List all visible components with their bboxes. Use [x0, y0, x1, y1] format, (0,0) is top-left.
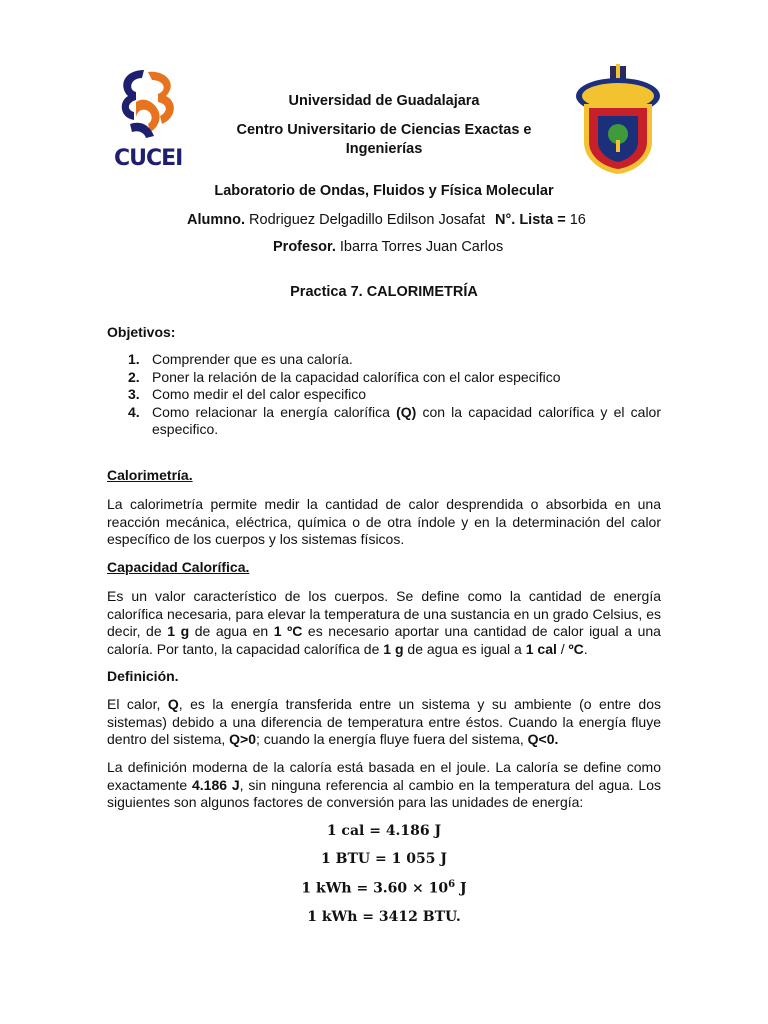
capacidad-paragraph: Es un valor característico de los cuerpos. Se define como la cantidad de energía calorífica necesaria, para elevar la temperatura de una sustancia en un grado Celsius, es decir, de 1 g de agua en 1 ºC es necesario aportar una cantidad de calor igual a una caloría. Por tanto, la capacidad calorífica de 1 g de agua es igual a 1 cal / ºC.: [107, 588, 661, 657]
university-name: Universidad de Guadalajara: [288, 93, 480, 109]
objectives-list: [107, 351, 661, 439]
objectives-heading: Objetivos:: [107, 324, 176, 340]
formula-kwh-btu: 1 kWh = 3412 BTU.: [307, 909, 461, 925]
list-item: 3. Como medir el del calor especifico: [128, 386, 366, 402]
list-number-line: [495, 211, 586, 230]
list-item: 1. Comprender que es una caloría.: [128, 351, 353, 367]
center-name: Centro Universitario de Ciencias Exactas e Ingenierías: [236, 122, 532, 157]
lab-name: Laboratorio de Ondas, Fluidos y Física Molecular: [214, 183, 554, 199]
formula-kwh-joule: 1 kWh = $3.60 \times 10^6$ J: [301, 879, 467, 897]
calorimetria-heading: Calorimetría.: [107, 467, 193, 483]
student-line: [187, 211, 485, 230]
list-label: N°. Lista =: [495, 212, 566, 228]
cucei-logo: [114, 66, 182, 178]
student-name: Rodriguez Delgadillo Edilson Josafat: [249, 212, 486, 228]
professor-line: [273, 238, 503, 257]
practice-title: Practica 7. CALORIMETRÍA: [290, 284, 478, 300]
student-label: Alumno.: [187, 212, 245, 228]
udg-shield-logo: [572, 64, 664, 176]
professor-label: Profesor.: [273, 239, 336, 255]
list-item: 2. Poner la relación de la capacidad calorífica con el calor especifico: [128, 368, 561, 385]
professor-name: Ibarra Torres Juan Carlos: [339, 239, 504, 255]
definicion-paragraph-2: La definición moderna de la caloría está basada en el joule. La caloría se define como exactamente 4.186 J, sin ninguna referencia al cambio en la temperatura del agua. Los siguientes son algunos factores de conversión para las unidades de energía:: [107, 759, 661, 810]
list-number: 16: [569, 212, 586, 228]
definicion-paragraph-1: El calor, Q, es la energía transferida entre un sistema y su ambiente (o entre dos sistemas) debido a una diferencia de temperatura entre éstos. Cuando la energía fluye dentro del sistema, Q>0; cuando la energía fluye fuera del sistema, Q<0.: [107, 696, 661, 747]
definicion-heading: Definición.: [107, 668, 179, 684]
calorimetria-paragraph: La calorimetría permite medir la cantidad de calor desprendida o absorbida en una reacción mecánica, eléctrica, química o de otra índole y en la determinación del calor específico de los cuerpos y los sistemas físicos.: [107, 496, 661, 547]
list-item: 4. Como relacionar la energía calorífica (Q) con la capacidad calorífica y el calor especifico.: [128, 403, 661, 437]
formula-cal-joule: 1 cal = 4.186 J: [326, 823, 442, 839]
cucei-logo-text: CUCEI: [114, 146, 183, 171]
formula-btu-joule: 1 BTU = 1 055 J: [321, 851, 447, 867]
capacidad-heading: Capacidad Calorífica.: [107, 559, 250, 575]
